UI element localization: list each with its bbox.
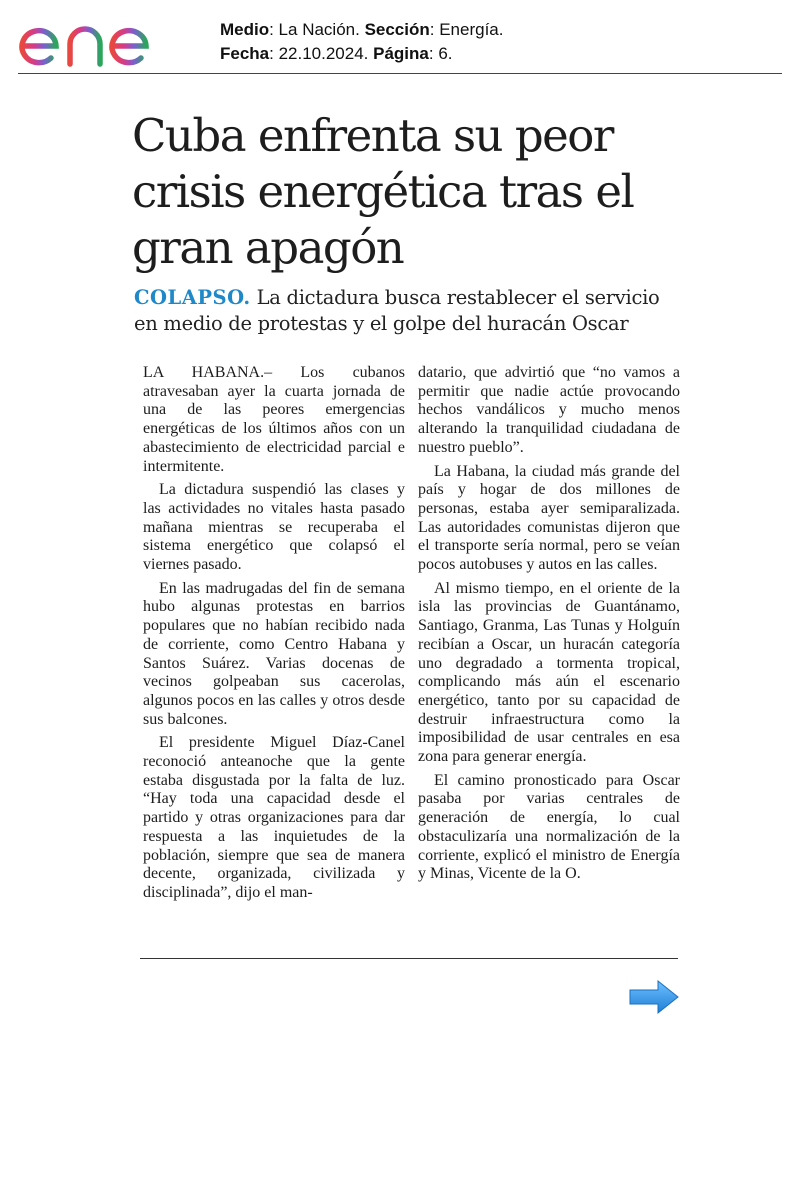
medio-line (220, 18, 503, 42)
left-column (143, 364, 405, 908)
paragraph: El presidente Miguel Díaz-Canel reconoció anteanoche que la gente estaba disgustada por la falta de luz. “Hay toda una capacidad desde el partido y otras organizaciones para dar respuesta a las inquietudes de la población, siempre que sea de manera decente, organizada, civilizada y disciplinada”, dijo el man- (143, 734, 405, 901)
right-column (418, 364, 680, 889)
fecha-label: Fecha (220, 44, 270, 63)
enel-logo (18, 6, 190, 70)
medio-value: : La Nación. (269, 20, 365, 39)
article-body (143, 364, 679, 954)
medio-label: Medio (220, 20, 270, 39)
clipping-metadata (220, 18, 503, 66)
article-end-divider (140, 958, 678, 959)
paragraph: LA HABANA.– Los cubanos atravesaban ayer la cuarta jornada de una de las peores emergencias energéticas de los últimos años con un abastecimiento de electricidad parcial e intermitente. (143, 364, 405, 475)
paragraph: La Habana, la ciudad más grande del país y hogar de dos millones de personas, estaba ayer semiparalizada. Las autoridades comunistas dijeron que el transporte sería normal, pero se veían pocos autobuses y autos en las calles. (418, 462, 680, 574)
paragraph: El camino pronosticado para Oscar pasaba por varias centrales de generación de energía, lo cual obstaculizaría una normalización de la corriente, explicó el ministro de Energía y Minas, Vicente de la O. (418, 771, 680, 883)
document-header (0, 0, 800, 76)
fecha-line (220, 42, 503, 66)
kicker-label: COLAPSO. (134, 286, 251, 309)
subhead-text: La dictadura busca restablecer el servicio en medio de protestas y el golpe del huracán Oscar (134, 286, 660, 335)
paragraph: La dictadura suspendió las clases y las actividades no vitales hasta pasado mañana mientras se recuperaba el sistema energético que colapsó el viernes pasado. (143, 481, 405, 574)
paragraph: datario, que advirtió que “no vamos a permitir que nadie actúe provocando hechos vandálicos y mucho menos alterando la tranquilidad ciudadana de nuestro pueblo”. (418, 364, 680, 456)
header-divider (18, 73, 782, 74)
paragraph: En las madrugadas del fin de semana hubo algunas protestas en barrios populares que no habían recibido nada de corriente, como Centro Habana y Santos Suárez. Varias docenas de vecinos golpeaban sus cacerolas, algunos pocos en las calles y otros desde sus balcones. (143, 579, 405, 728)
article-subhead (134, 285, 674, 337)
pagina-label: Página (373, 44, 429, 63)
pagina-value: : 6. (428, 44, 453, 63)
seccion-value: : Energía. (429, 20, 504, 39)
paragraph: Al mismo tiempo, en el oriente de la isla las provincias de Guantánamo, Santiago, Granma, Las Tunas y Holguín recibían a Oscar, un huracán categoría uno degradado a tormenta tropical, complicando más aún el escenario energético, tanto por su capacidad de destruir infraestructura como la imposibilidad de usar centrales en esa zona para generar energía. (418, 579, 680, 766)
seccion-label: Sección (364, 20, 430, 39)
article-headline: Cuba enfrenta su peor crisis energética tras el gran apagón (132, 109, 634, 274)
next-page-arrow-icon[interactable] (628, 979, 680, 1015)
fecha-value: : 22.10.2024. (269, 44, 374, 63)
